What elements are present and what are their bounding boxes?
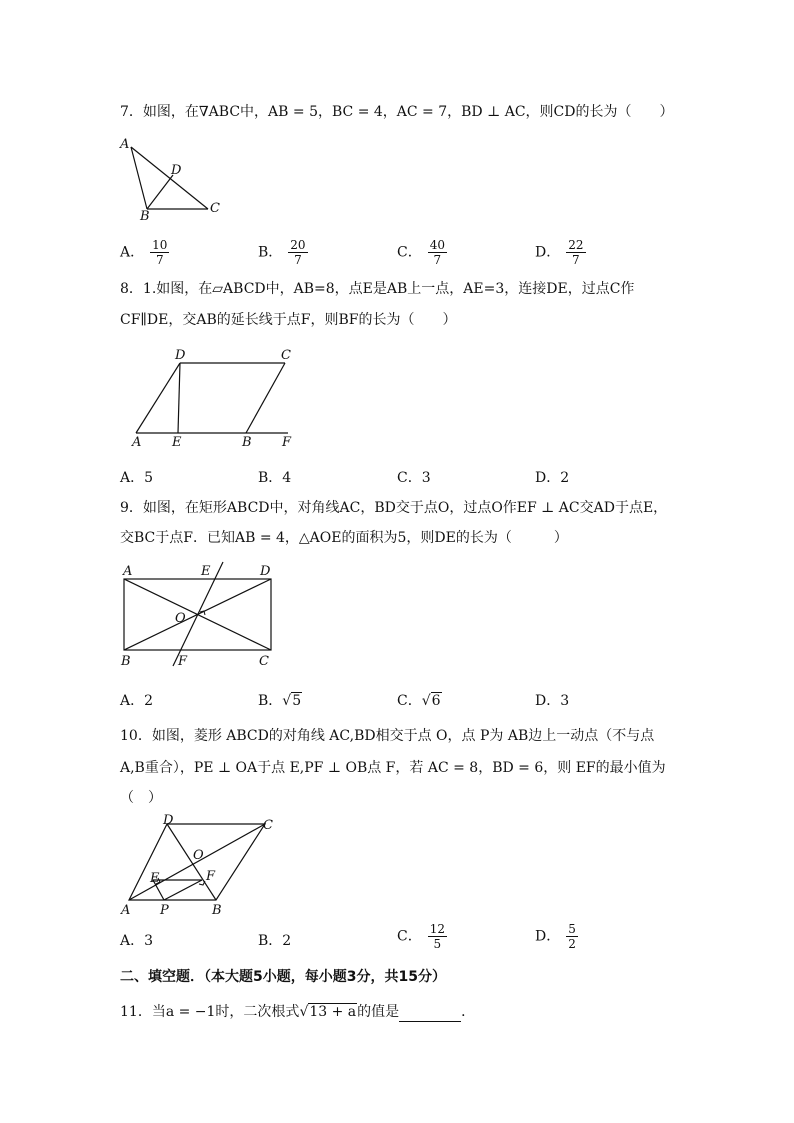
q7-option-a[interactable]: A． $\frac{10}{7}$	[120, 238, 168, 267]
q7-triangle-figure	[112, 132, 232, 224]
q10-label-e: E	[150, 871, 160, 886]
q10-stem-line3: （ ）	[120, 790, 162, 806]
q9-stem-line1: 9．如图，在矩形ABCD中，对角线AC，BD交于点O，过点O作EF ⊥ AC交AD于点E，	[120, 500, 668, 516]
q8-label-c: C	[281, 348, 291, 363]
q8-label-e: E	[172, 435, 182, 450]
q9-label-f: F	[178, 654, 188, 669]
q9-option-b[interactable]: B．√5	[258, 693, 302, 709]
q10-option-a[interactable]: A．3	[120, 933, 154, 949]
q10-label-d: D	[163, 813, 174, 828]
q8-label-d: D	[175, 348, 186, 363]
q10-rhombus-figure	[115, 812, 285, 920]
q7-stem: 7．如图，在∇ABC中，AB = 5，BC = 4，AC = 7，BD ⊥ AC，则CD的长为（ ）	[120, 104, 674, 120]
q7-option-b[interactable]: B． $\frac{20}{7}$	[258, 238, 306, 267]
q9-label-e: E	[201, 564, 211, 579]
q9-label-d: D	[260, 564, 271, 579]
q9-stem-line2: 交BC于点F．已知AB = 4，△AOE的面积为5，则DE的长为（ ）	[120, 530, 568, 546]
q9-label-o: O	[175, 611, 186, 626]
q7-label-c: C	[210, 201, 220, 216]
q8-parallelogram-figure	[122, 343, 312, 451]
q8-stem-line2: CF∥DE，交AB的延长线于点F，则BF的长为（ ）	[120, 312, 457, 328]
q8-stem-line1: 8．1.如图，在▱ABCD中，AB=8，点E是AB上一点，AE=3，连接DE，过点C作	[120, 281, 635, 297]
q10-option-c[interactable]: C． $\frac{12}{5}$	[397, 922, 445, 951]
q7-label-b: B	[140, 209, 150, 224]
q11-stem: 11．当a = −1时，二次根式√13 + a的值是 ．	[120, 1004, 476, 1020]
q8-option-d[interactable]: D．2	[535, 470, 570, 486]
q8-option-c[interactable]: C．3	[397, 470, 431, 486]
q10-label-c: C	[263, 818, 273, 833]
q11-answer-blank[interactable]	[399, 1007, 461, 1022]
q10-label-o: O	[193, 848, 204, 863]
q8-label-f: F	[282, 435, 292, 450]
q7-label-d: D	[171, 163, 182, 178]
q9-option-c[interactable]: C．√6	[397, 693, 441, 709]
q10-label-a: A	[121, 903, 131, 918]
q9-rectangle-figure	[115, 560, 285, 670]
q10-label-p: P	[160, 903, 169, 918]
q9-label-c: C	[259, 654, 269, 669]
section-heading-fill-in: 二、填空题．（本大题5小题，每小题3分，共15分）	[120, 969, 446, 985]
q8-label-a: A	[132, 435, 142, 450]
q10-option-d[interactable]: D． $\frac{5}{2}$	[535, 922, 576, 951]
q9-option-a[interactable]: A．2	[120, 693, 154, 709]
q10-option-b[interactable]: B．2	[258, 933, 292, 949]
q8-label-b: B	[242, 435, 252, 450]
q10-label-f: F	[206, 869, 216, 884]
q10-stem-line2: A,B重合），PE ⊥ OA于点 E,PF ⊥ OB点 F，若 AC = 8，BD = 6，则 EF的最小值为	[120, 760, 666, 776]
q9-label-a: A	[123, 564, 133, 579]
q7-option-d[interactable]: D． $\frac{22}{7}$	[535, 238, 584, 267]
q7-label-a: A	[120, 137, 130, 152]
q9-label-b: B	[121, 654, 131, 669]
q9-option-d[interactable]: D．3	[535, 693, 570, 709]
q8-option-a[interactable]: A．5	[120, 470, 154, 486]
q8-option-b[interactable]: B．4	[258, 470, 292, 486]
q10-stem-line1: 10．如图，菱形 ABCD的对角线 AC,BD相交于点 O，点 P为 AB边上一动点（不与点	[120, 728, 655, 744]
q7-option-c[interactable]: C． $\frac{40}{7}$	[397, 238, 445, 267]
q10-label-b: B	[212, 903, 222, 918]
